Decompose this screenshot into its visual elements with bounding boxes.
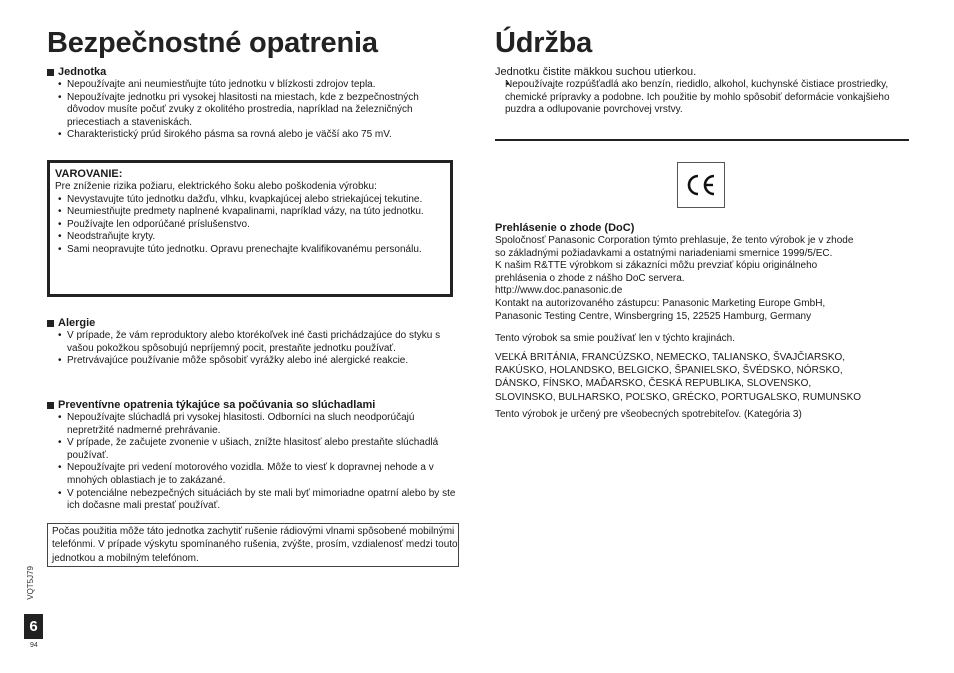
countries-line: RAKÚSKO, HOLANDSKO, BELGICKO, ŠPANIELSKO, ŠVÉDSKO, NÓRSKO,: [495, 365, 843, 377]
list-item: • Neumiestňujte predmety naplnené kvapalinami, napríklad vázy, na túto jednotku.: [55, 206, 450, 219]
preventive-section: [47, 399, 459, 513]
list-item: • Nepoužívajte rozpúšťadlá ako benzín, riedidlo, alkohol, kuchynské čistiace prostriedky, chemické prípravky a podobne. Ich použitie by mohlo spôsobiť deformácie vonkajšieho puzdra a odlupovanie povrchovej vrstvy.: [495, 79, 909, 117]
left-column: [47, 26, 459, 564]
list-item: • Nepoužívajte jednotku pri vysokej hlasitosti na miestach, kde z bezpečnostných dôvodov musíte počuť zvuky z okolitého prostredia, napríklad na železničných priecestiach a staveniskách.: [47, 92, 459, 130]
document-code: VQT5J79: [26, 566, 35, 600]
doc-section: [495, 222, 909, 323]
square-bullet-icon: [47, 69, 54, 76]
list-item: • Sami neopravujte túto jednotku. Opravu prenechajte kvalifikovanému personálu.: [55, 244, 450, 257]
warning-box: [47, 160, 453, 297]
list-item: • Charakteristický prúd širokého pásma sa rovná alebo je väčší ako 75 mV.: [47, 129, 459, 142]
list-item: • Neodstraňujte kryty.: [55, 231, 450, 244]
right-column: [495, 26, 909, 420]
ce-mark: [677, 162, 725, 208]
allergy-list: [47, 330, 459, 368]
radio-interference-notice: Počas použitia môže táto jednotka zachytiť rušenie rádiovými vlnami spôsobené mobilnými telefónmi. V prípade výskytu spomínaného rušenia, zvýšte, prosím, vzdialenosť medzi touto jednotkou a mobilným telefónom.: [47, 523, 459, 567]
list-item: • Pretrvávajúce používanie môže spôsobiť vyrážky alebo iné alergické reakcie.: [47, 355, 459, 368]
countries-line: VEĽKÁ BRITÁNIA, FRANCÚZSKO, NEMECKO, TALIANSKO, ŠVAJČIARSKO,: [495, 352, 846, 363]
countries-list: [495, 351, 909, 404]
maintenance-intro: Jednotku čistite mäkkou suchou utierkou.: [495, 66, 697, 78]
list-item: • Nevystavujte túto jednotku dažďu, vlhku, kvapkajúcej alebo striekajúcej tekutine.: [55, 194, 450, 207]
doc-heading: Prehlásenie o zhode (DoC): [495, 222, 635, 234]
preventive-list: [47, 412, 459, 513]
ce-mark-icon: [684, 173, 718, 197]
square-bullet-icon: [47, 320, 54, 327]
doc-line: Kontakt na autorizovaného zástupcu: Panasonic Marketing Europe GmbH,: [495, 297, 826, 309]
safety-title: Bezpečnostné opatrenia: [47, 27, 378, 59]
list-item: • Nepoužívajte slúchadlá pri vysokej hlasitosti. Odborníci na sluch neodporúčajú nepretržité nadmerné prehrávanie.: [47, 412, 459, 437]
doc-line: Spoločnosť Panasonic Corporation týmto prehlasuje, že tento výrobok je v zhode: [495, 235, 854, 246]
doc-url: http://www.doc.panasonic.de: [495, 285, 623, 297]
warning-title: VAROVANIE:: [55, 168, 123, 180]
preventive-heading: Preventívne opatrenia týkajúce sa počúvania so slúchadlami: [47, 399, 459, 412]
maintenance-section: [495, 66, 909, 117]
doc-line: so základnými požiadavkami a ostatnými nariadeniami smernice 1999/5/EC.: [495, 247, 833, 259]
doc-line: prehlásenia o zhode z nášho DoC servera.: [495, 272, 685, 284]
page-number-tab: 6: [24, 614, 43, 639]
list-item: • V potenciálne nebezpečných situáciách by ste mali byť mimoriadne opatrní alebo by ste ich dočasne mali prestať používať.: [47, 488, 459, 513]
square-bullet-icon: [47, 402, 54, 409]
maintenance-title: Údržba: [495, 27, 593, 59]
list-item: • V prípade, že začujete zvonenie v ušiach, znížte hlasitosť alebo prestaňte slúchadlá používať.: [47, 437, 459, 462]
unit-heading: Jednotka: [47, 66, 459, 79]
countries-line: SLOVINSKO, BULHARSKO, POĽSKO, GRÉCKO, PORTUGALSKO, RUMUNSKO: [495, 391, 862, 403]
maintenance-list: [495, 79, 909, 117]
page-number-small: 94: [30, 642, 38, 649]
category-note: Tento výrobok je určený pre všeobecných spotrebiteľov. (Kategória 3): [495, 409, 802, 420]
warning-intro: Pre zníženie rizika požiaru, elektrického šoku alebo poškodenia výrobku:: [55, 181, 377, 192]
allergy-section: [47, 317, 459, 368]
divider: [495, 139, 909, 141]
doc-line: Panasonic Testing Centre, Winsbergring 15, 22525 Hamburg, Germany: [495, 310, 812, 322]
doc-line: K našim R&TTE výrobkom si zákazníci môžu prevziať kópiu originálneho: [495, 260, 818, 272]
unit-list: [47, 79, 459, 142]
countries-intro: Tento výrobok sa smie používať len v týchto krajinách.: [495, 333, 735, 344]
list-item: • V prípade, že vám reproduktory alebo ktorékoľvek iné časti prichádzajúce do styku s vašou pokožkou spôsobujú nepríjemný pocit, prestaňte jednotku používať.: [47, 330, 459, 355]
list-item: • Nepoužívajte pri vedení motorového vozidla. Môže to viesť k dopravnej nehode a v mnohých oblastiach je to zakázané.: [47, 462, 459, 487]
countries-line: DÁNSKO, FÍNSKO, MAĎARSKO, ČESKÁ REPUBLIKA, SLOVENSKO,: [495, 378, 812, 390]
allergy-heading: Alergie: [47, 317, 459, 330]
list-item: • Nepoužívajte ani neumiestňujte túto jednotku v blízkosti zdrojov tepla.: [47, 79, 459, 92]
warning-list: [55, 194, 450, 257]
unit-section: [47, 66, 459, 142]
list-item: • Používajte len odporúčané príslušenstvo.: [55, 219, 450, 232]
